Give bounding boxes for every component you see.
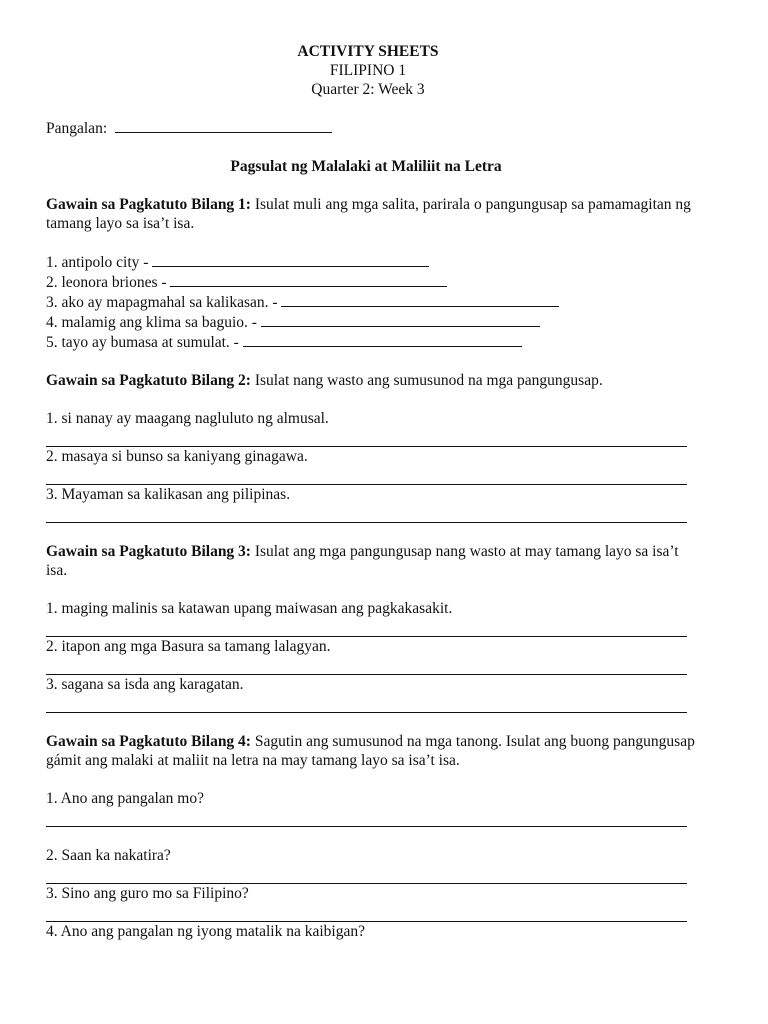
activity-2-items [46, 409, 696, 523]
item-text: 2. leonora briones - [46, 274, 171, 291]
item-text: 5. tayo ay bumasa at sumulat. - [46, 334, 243, 351]
answer-line[interactable] [243, 332, 522, 347]
answer-line[interactable] [46, 656, 687, 675]
activity-3 [46, 542, 696, 713]
answer-line[interactable] [46, 466, 687, 485]
list-item [46, 272, 696, 292]
name-input-line[interactable] [115, 118, 332, 133]
activity-3-lead: Gawain sa Pagkatuto Bilang 3: [46, 543, 251, 560]
answer-line[interactable] [152, 252, 429, 267]
header-quarter: Quarter 2: Week 3 [311, 81, 425, 98]
answer-line[interactable] [281, 292, 559, 307]
answer-line[interactable] [46, 428, 687, 447]
spacer [46, 827, 696, 846]
list-item: 3. sagana sa isda ang karagatan. [46, 676, 244, 693]
list-item: 4. Ano ang pangalan ng iyong matalik na kaibigan? [46, 923, 365, 940]
answer-line[interactable] [46, 618, 687, 637]
list-item: 2. masaya si bunso sa kaniyang ginagawa. [46, 448, 308, 465]
list-item: 1. Ano ang pangalan mo? [46, 790, 204, 807]
list-item [46, 252, 696, 272]
activity-2-instruction [46, 371, 696, 390]
activity-2-text: Isulat nang wasto ang sumusunod na mga pangungusap. [250, 372, 603, 389]
list-item: 1. si nanay ay maagang nagluluto ng almusal. [46, 410, 329, 427]
activity-4-items [46, 789, 696, 941]
item-text: 1. antipolo city - [46, 254, 153, 271]
list-item: 2. Saan ka nakatira? [46, 847, 171, 864]
list-item: 3. Mayaman sa kalikasan ang pilipinas. [46, 486, 291, 503]
sheet-title: Pagsulat ng Malalaki at Maliliit na Letra [230, 158, 502, 175]
activity-4-instruction [46, 732, 696, 770]
name-row [46, 118, 696, 138]
activity-2-lead: Gawain sa Pagkatuto Bilang 2: [46, 372, 251, 389]
answer-line[interactable] [46, 808, 687, 827]
activity-4-lead: Gawain sa Pagkatuto Bilang 4: [46, 733, 251, 750]
header-subject: FILIPINO 1 [329, 62, 407, 79]
answer-line[interactable] [46, 694, 687, 713]
list-item: 1. maging malinis sa katawan upang maiwasan ang pagkakasakit. [46, 600, 453, 617]
item-text: 3. ako ay mapagmahal sa kalikasan. - [46, 294, 282, 311]
list-item [46, 332, 696, 352]
activity-4-text: Sagutin ang sumusunod na mga tanong. Isulat ang buong pangungusap gámit ang malaki at maliit na letra na may tamang layo sa isa’t isa. [46, 733, 695, 769]
answer-line[interactable] [261, 312, 540, 327]
activity-3-instruction [46, 542, 696, 580]
sheet-header [40, 42, 696, 99]
name-label: Pangalan: [46, 120, 108, 137]
answer-line[interactable] [46, 865, 687, 884]
answer-line[interactable] [46, 903, 687, 922]
activity-1 [46, 195, 696, 352]
activity-2 [46, 371, 696, 523]
activity-3-items [46, 599, 696, 713]
header-title: ACTIVITY SHEETS [297, 43, 439, 60]
activity-1-items [46, 252, 696, 352]
list-item [46, 312, 696, 332]
list-item: 3. Sino ang guro mo sa Filipino? [46, 885, 249, 902]
activity-1-text: Isulat muli ang mga salita, parirala o pangungusap sa pamamagitan ng tamang layo sa isa’t isa. [46, 196, 691, 232]
answer-line[interactable] [170, 272, 447, 287]
activity-1-lead: Gawain sa Pagkatuto Bilang 1: [46, 196, 251, 213]
activity-sheet [46, 42, 696, 941]
activity-3-text: Isulat ang mga pangungusap nang wasto at may tamang layo sa isa’t isa. [46, 543, 679, 579]
item-text: 4. malamig ang klima sa baguio. - [46, 314, 261, 331]
answer-line[interactable] [46, 504, 687, 523]
activity-4 [46, 732, 696, 941]
activity-1-instruction [46, 195, 696, 233]
list-item: 2. itapon ang mga Basura sa tamang lalagyan. [46, 638, 331, 655]
list-item [46, 292, 696, 312]
